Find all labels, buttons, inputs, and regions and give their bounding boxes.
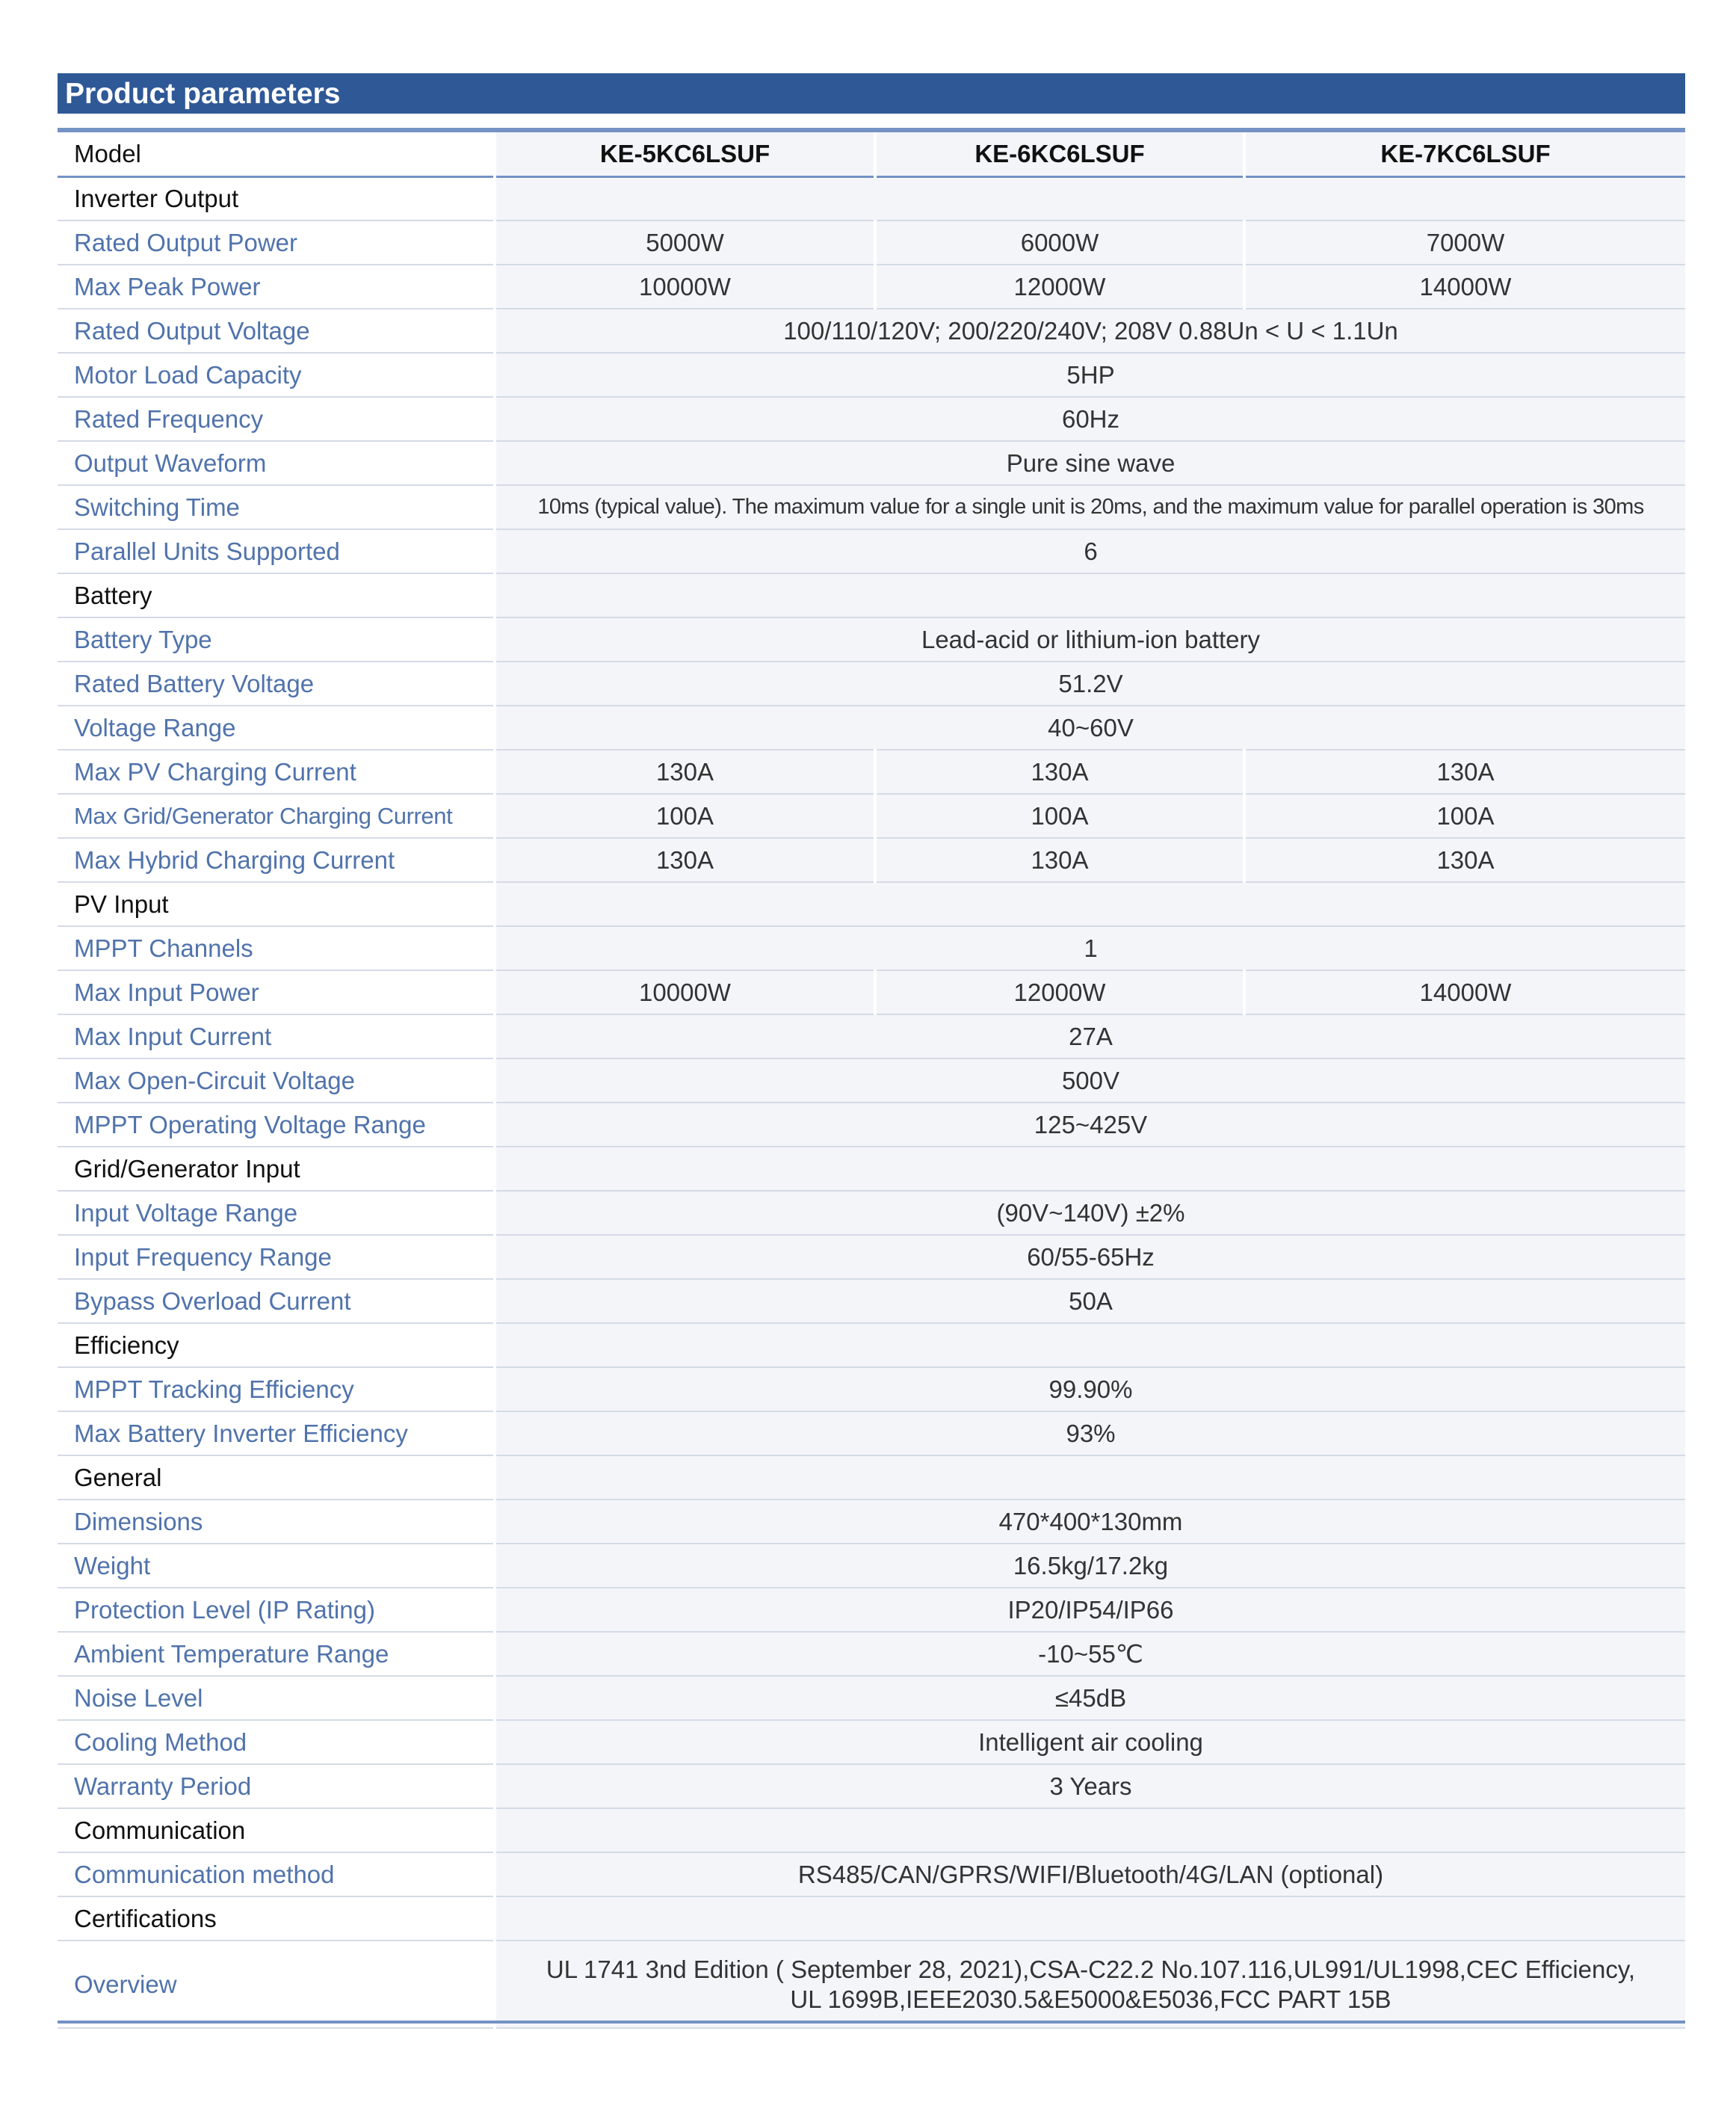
parameter-value: Pure sine wave — [495, 441, 1685, 485]
section-fill — [495, 882, 1685, 926]
parameter-label: Rated Frequency — [58, 397, 495, 441]
parameter-label: Rated Battery Voltage — [58, 662, 495, 706]
section-title: Grid/Generator Input — [58, 1147, 495, 1191]
parameter-label: MPPT Channels — [58, 926, 495, 970]
parameter-label: Max Open-Circuit Voltage — [58, 1058, 495, 1103]
table-row — [58, 1058, 1685, 1103]
table-row — [58, 662, 1685, 706]
table-row — [58, 1632, 1685, 1676]
parameter-value: 130A — [1244, 838, 1685, 882]
parameter-label: Max Input Power — [58, 970, 495, 1014]
section-header — [58, 882, 1685, 926]
table-row — [58, 309, 1685, 353]
table-row — [58, 617, 1685, 662]
parameter-label: Battery Type — [58, 617, 495, 662]
parameter-value: 3 Years — [495, 1764, 1685, 1808]
parameter-value: 6 — [495, 529, 1685, 573]
parameter-value: 14000W — [1244, 265, 1685, 309]
parameter-label: Communication method — [58, 1852, 495, 1896]
value-line: UL 1699B,IEEE2030.5&E5000&E5036,FCC PART 15B — [790, 1985, 1391, 2013]
table-row — [58, 1014, 1685, 1058]
parameter-value: 40~60V — [495, 706, 1685, 750]
parameter-label: Max PV Charging Current — [58, 750, 495, 794]
table-row — [58, 1103, 1685, 1147]
table-row — [58, 1235, 1685, 1279]
parameter-label: Parallel Units Supported — [58, 529, 495, 573]
parameter-value: 5000W — [495, 221, 875, 265]
parameter-label: Input Frequency Range — [58, 1235, 495, 1279]
parameter-label: Cooling Method — [58, 1720, 495, 1764]
parameter-value: -10~55℃ — [495, 1632, 1685, 1676]
parameter-label: Max Peak Power — [58, 265, 495, 309]
bottom-divider — [58, 2021, 1685, 2024]
table-row — [58, 706, 1685, 750]
parameter-label: MPPT Operating Voltage Range — [58, 1103, 495, 1147]
title-bar — [58, 73, 1685, 114]
parameter-label: MPPT Tracking Efficiency — [58, 1367, 495, 1411]
parameter-value: 500V — [495, 1058, 1685, 1103]
section-title: Communication — [58, 1808, 495, 1852]
table-row — [58, 1191, 1685, 1235]
parameter-value: 470*400*130mm — [495, 1500, 1685, 1544]
section-title: Efficiency — [58, 1323, 495, 1367]
table-row — [58, 1676, 1685, 1720]
parameter-value: 16.5kg/17.2kg — [495, 1544, 1685, 1588]
table-row — [58, 970, 1685, 1014]
section-title: Battery — [58, 573, 495, 617]
parameters-table — [58, 132, 1685, 2029]
parameter-label: Output Waveform — [58, 441, 495, 485]
table-row — [58, 1720, 1685, 1764]
parameter-value: 12000W — [875, 265, 1244, 309]
table-row — [58, 441, 1685, 485]
model-row — [58, 132, 1685, 176]
section-header — [58, 1323, 1685, 1367]
parameter-value: 125~425V — [495, 1103, 1685, 1147]
section-fill — [495, 1808, 1685, 1852]
parameter-value: 130A — [495, 750, 875, 794]
table-row — [58, 1588, 1685, 1632]
model-header: KE-6KC6LSUF — [875, 132, 1244, 176]
parameter-value: 51.2V — [495, 662, 1685, 706]
parameter-value: 100A — [1244, 794, 1685, 838]
parameter-value: 10ms (typical value). The maximum value for a single unit is 20ms, and the maximum value for parallel operation is 30ms — [495, 485, 1685, 529]
section-fill — [495, 176, 1685, 221]
parameter-label: Input Voltage Range — [58, 1191, 495, 1235]
section-header — [58, 1808, 1685, 1852]
section-fill — [495, 1147, 1685, 1191]
parameter-value: 60Hz — [495, 397, 1685, 441]
table-row — [58, 838, 1685, 882]
parameter-value: 93% — [495, 1411, 1685, 1455]
parameter-value: 100A — [875, 794, 1244, 838]
parameter-value: 5HP — [495, 353, 1685, 397]
section-fill — [495, 573, 1685, 617]
parameter-label: Overview — [58, 1941, 495, 2028]
table-row — [58, 1279, 1685, 1323]
parameter-value: 12000W — [875, 970, 1244, 1014]
parameter-label: Dimensions — [58, 1500, 495, 1544]
parameter-value: 27A — [495, 1014, 1685, 1058]
parameter-value: 100/110/120V; 200/220/240V; 208V 0.88Un < U < 1.1Un — [495, 309, 1685, 353]
table-row — [58, 353, 1685, 397]
parameter-value: 10000W — [495, 265, 875, 309]
parameter-label: Max Grid/Generator Charging Current — [58, 794, 495, 838]
section-title: Inverter Output — [58, 176, 495, 221]
table-row — [58, 926, 1685, 970]
parameter-value: RS485/CAN/GPRS/WIFI/Bluetooth/4G/LAN (optional) — [495, 1852, 1685, 1896]
section-fill — [495, 1323, 1685, 1367]
table-row — [58, 1941, 1685, 2028]
parameter-label: Weight — [58, 1544, 495, 1588]
section-header — [58, 1896, 1685, 1941]
parameter-value: 60/55-65Hz — [495, 1235, 1685, 1279]
parameter-value: (90V~140V) ±2% — [495, 1191, 1685, 1235]
section-title: General — [58, 1455, 495, 1500]
section-title: Certifications — [58, 1896, 495, 1941]
section-header — [58, 1455, 1685, 1500]
table-row — [58, 1544, 1685, 1588]
table-row — [58, 1764, 1685, 1808]
parameter-label: Protection Level (IP Rating) — [58, 1588, 495, 1632]
model-header: KE-7KC6LSUF — [1244, 132, 1685, 176]
table-row — [58, 397, 1685, 441]
parameter-value: 99.90% — [495, 1367, 1685, 1411]
parameter-value: 50A — [495, 1279, 1685, 1323]
parameter-value: 130A — [495, 838, 875, 882]
table-row — [58, 1367, 1685, 1411]
table-row — [58, 1500, 1685, 1544]
parameter-label: Rated Output Voltage — [58, 309, 495, 353]
section-fill — [495, 1455, 1685, 1500]
table-row — [58, 265, 1685, 309]
value-line: UL 1741 3nd Edition ( September 28, 2021),CSA-C22.2 No.107.116,UL991/UL1998,CEC Efficiency, — [546, 1955, 1636, 1983]
table-row — [58, 750, 1685, 794]
parameter-value: 130A — [875, 838, 1244, 882]
parameter-label: Bypass Overload Current — [58, 1279, 495, 1323]
parameter-label: Noise Level — [58, 1676, 495, 1720]
parameter-label: Switching Time — [58, 485, 495, 529]
parameter-value: 130A — [1244, 750, 1685, 794]
section-header — [58, 573, 1685, 617]
parameter-value: IP20/IP54/IP66 — [495, 1588, 1685, 1632]
table-row — [58, 794, 1685, 838]
parameter-label: Rated Output Power — [58, 221, 495, 265]
parameter-label: Motor Load Capacity — [58, 353, 495, 397]
table-row — [58, 1852, 1685, 1896]
parameter-value: 130A — [875, 750, 1244, 794]
parameter-label: Voltage Range — [58, 706, 495, 750]
parameter-value — [495, 1941, 1685, 2028]
section-header — [58, 176, 1685, 221]
parameter-value: 10000W — [495, 970, 875, 1014]
parameter-value: Intelligent air cooling — [495, 1720, 1685, 1764]
parameter-value: Lead-acid or lithium-ion battery — [495, 617, 1685, 662]
section-header — [58, 1147, 1685, 1191]
parameter-label: Warranty Period — [58, 1764, 495, 1808]
table-row — [58, 529, 1685, 573]
parameter-value: 6000W — [875, 221, 1244, 265]
section-fill — [495, 1896, 1685, 1941]
model-label: Model — [58, 132, 495, 176]
parameter-value: 14000W — [1244, 970, 1685, 1014]
parameter-value: ≤45dB — [495, 1676, 1685, 1720]
table-row — [58, 1411, 1685, 1455]
page-title: Product parameters — [65, 78, 341, 110]
parameter-label: Max Input Current — [58, 1014, 495, 1058]
section-title: PV Input — [58, 882, 495, 926]
parameter-label: Max Hybrid Charging Current — [58, 838, 495, 882]
model-header: KE-5KC6LSUF — [495, 132, 875, 176]
parameter-value: 7000W — [1244, 221, 1685, 265]
parameter-value: 100A — [495, 794, 875, 838]
parameter-label: Ambient Temperature Range — [58, 1632, 495, 1676]
table-row — [58, 485, 1685, 529]
table-row — [58, 221, 1685, 265]
parameter-label: Max Battery Inverter Efficiency — [58, 1411, 495, 1455]
parameter-value: 1 — [495, 926, 1685, 970]
